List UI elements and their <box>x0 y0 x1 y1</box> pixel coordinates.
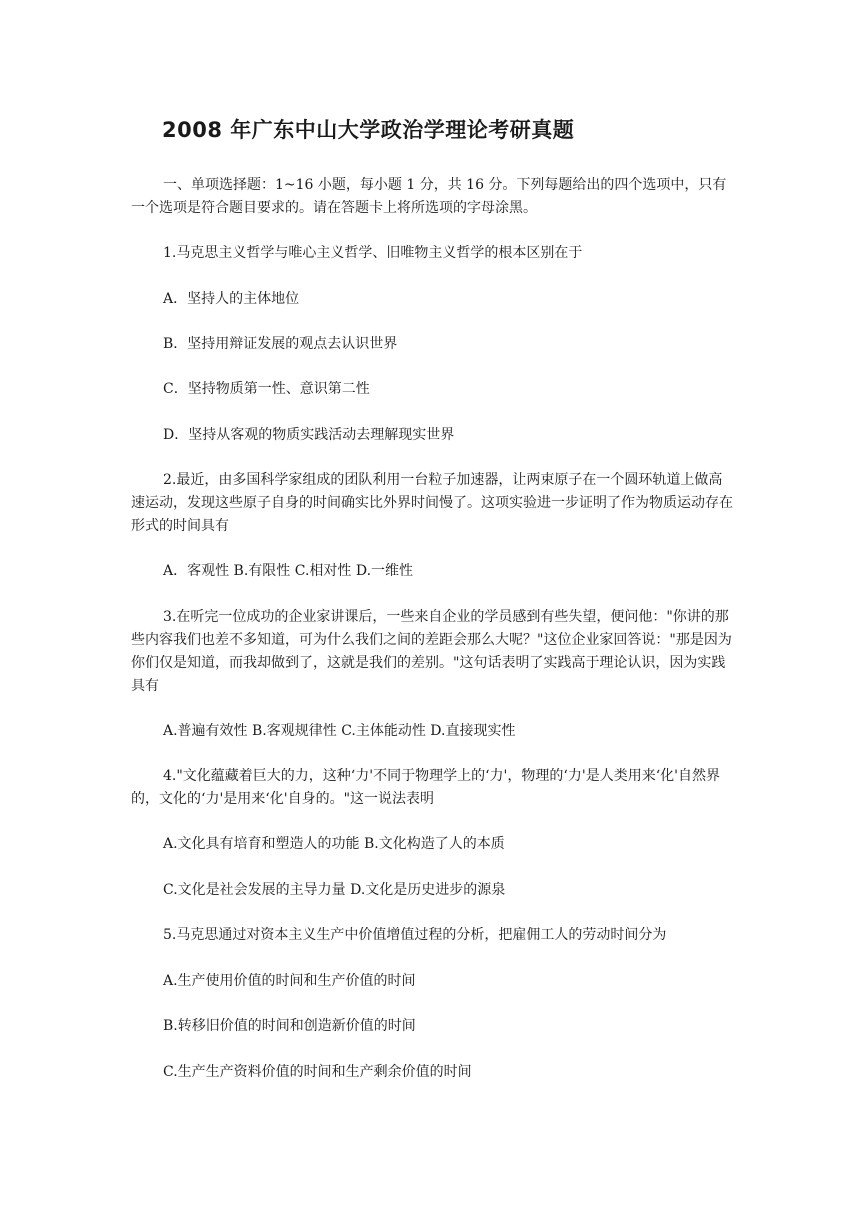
section-intro: 一、单项选择题：1~16 小题，每小题 1 分，共 16 分。下列每题给出的四个选项中，只有一个选项是符合题目要求的。请在答题卡上将所选项的字母涂黑。 <box>131 177 727 216</box>
question-3-options: A.普遍有效性 B.客观规律性 C.主体能动性 D.直接现实性 <box>163 723 516 739</box>
question-2-options: A．客观性 B.有限性 C.相对性 D.一维性 <box>163 563 414 579</box>
question-1-stem: 1.马克思主义哲学与唯心主义哲学、旧唯物主义哲学的根本区别在于 <box>163 245 583 261</box>
question-1-option-b: B．坚持用辩证发展的观点去认识世界 <box>163 336 398 352</box>
question-2-stem: 2.最近，由多国科学家组成的团队利用一台粒子加速器，让两束原子在一个圆环轨道上做高速运动，发现这些原子自身的时间确实比外界时间慢了。这项实验进一步证明了作为物质运动存在形式的时间具有 <box>131 472 733 534</box>
question-5-option-c: C.生产生产资料价值的时间和生产剩余价值的时间 <box>163 1064 472 1080</box>
question-5-stem: 5.马克思通过对资本主义生产中价值增值过程的分析，把雇佣工人的劳动时间分为 <box>163 927 667 943</box>
question-4-stem: 4."文化蕴藏着巨大的力，这种‘力'不同于物理学上的‘力'，物理的‘力'是人类用来‘化'自然界的，文化的‘力'是用来‘化'自身的。"这一说法表明 <box>131 768 720 807</box>
page-title: 2008 年广东中山大学政治学理论考研真题 <box>162 118 575 142</box>
question-3-stem: 3.在听完一位成功的企业家讲课后，一些来自企业的学员感到有些失望，便问他："你讲的那些内容我们也差不多知道，可为什么我们之间的差距会那么大呢？"这位企业家回答说："那是因为你们仅是知道，而我却做到了，这就是我们的差别。"这句话表明了实践高于理论认识，因为实践具有 <box>131 609 732 694</box>
question-5-option-b: B.转移旧价值的时间和创造新价值的时间 <box>163 1018 416 1034</box>
question-4-options-line-1: A.文化具有培育和塑造人的功能 B.文化构造了人的本质 <box>163 836 505 852</box>
question-4-options-line-2: C.文化是社会发展的主导力量 D.文化是历史进步的源泉 <box>163 882 506 898</box>
question-1-option-c: C．坚持物质第一性、意识第二性 <box>163 381 370 397</box>
question-1-option-a: A．坚持人的主体地位 <box>163 291 300 307</box>
question-1-option-d: D．坚持从客观的物质实践活动去理解现实世界 <box>163 427 455 443</box>
question-5-option-a: A.生产使用价值的时间和生产价值的时间 <box>163 973 416 989</box>
